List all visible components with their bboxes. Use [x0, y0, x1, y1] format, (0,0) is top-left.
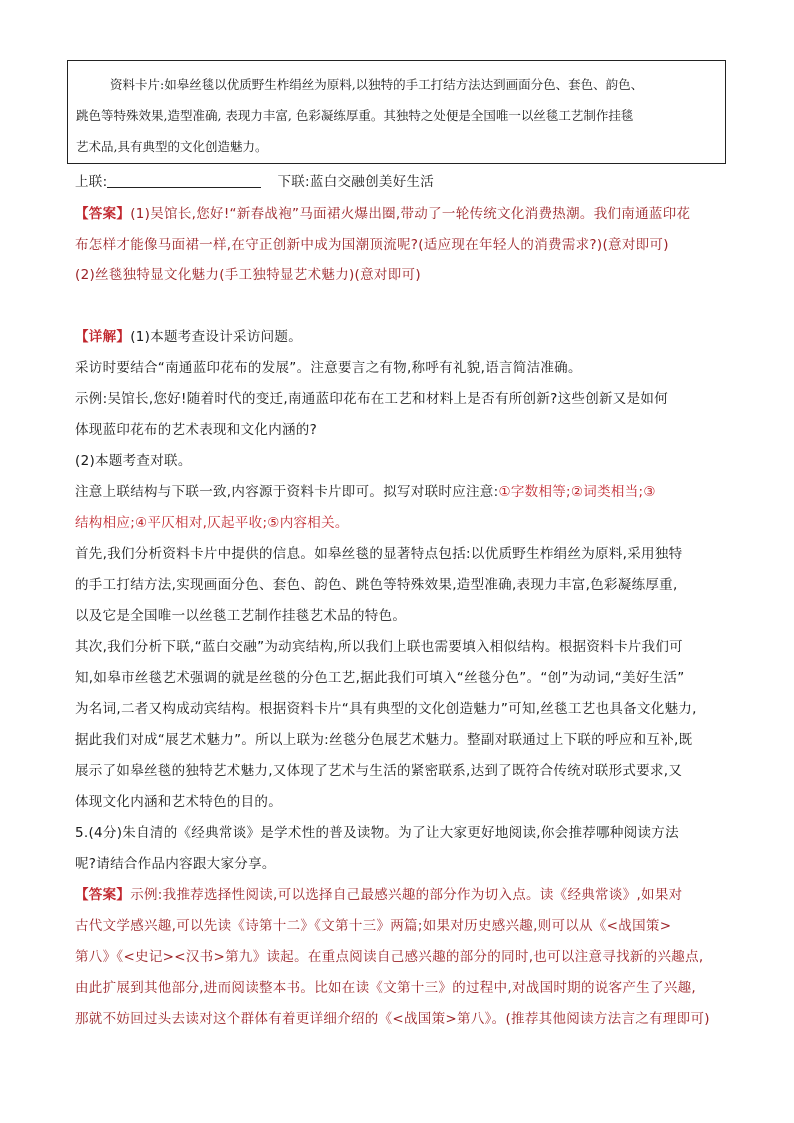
answer5-line-4: 由此扩展到其他部分,进而阅读整本书。比如在读《文第十三》的过程中,对战国时期的说客产生了兴趣,	[75, 980, 696, 996]
answer-line-2: 布怎样才能像马面裙一样,在守正创新中成为国潮顶流呢?(适应现在年轻人的消费需求?)(意对即可)	[75, 237, 669, 253]
answer5-line-5: 那就不妨回过头去读对这个群体有着更详细介绍的《<战国策>第八》。(推荐其他阅读方法言之有理即可)	[75, 1011, 710, 1027]
couplet-rules: ①字数相等;②词类相当;③	[498, 484, 656, 500]
lower-couplet-text: 蓝白交融创美好生活	[309, 174, 435, 190]
detail-line-6: 注意上联结构与下联一致,内容源于资料卡片即可。拟写对联时应注意:①字数相等;②词类相当;③	[75, 484, 656, 500]
upper-couplet-label: 上联:	[75, 174, 108, 190]
detail-line-1: 【详解】(1)本题考查设计采访问题。	[75, 329, 303, 345]
detail-line-16: 体现文化内涵和艺术特色的目的。	[75, 794, 282, 810]
detail-line-5: (2)本题考查对联。	[75, 453, 192, 469]
question-5-line-1: 5.(4分)朱自清的《经典常谈》是学术性的普及读物。为了让大家更好地阅读,你会推荐哪种阅读方法	[75, 825, 679, 841]
detail-line-12: 知,如皋市丝毯艺术强调的就是丝毯的分色工艺,据此我们可填入“丝毯分色”。“创”为动词,“美好生活”	[75, 670, 685, 686]
answer5-tag: 【答案】	[75, 887, 131, 903]
answer5-line-3: 第八》《<史记><汉书>第九》读起。在重点阅读自己感兴趣的部分的同时,也可以注意寻找新的兴趣点,	[75, 949, 704, 965]
detail-line-3: 示例:吴馆长,您好!随着时代的变迁,南通蓝印花布在工艺和材料上是否有所创新?这些创新又是如何	[75, 391, 669, 407]
question-5-line-2: 呢?请结合作品内容跟大家分享。	[75, 856, 276, 872]
detail-line-4: 体现蓝印花布的艺术表现和文化内涵的?	[75, 422, 318, 438]
card-line-1: 资料卡片:如皋丝毯以优质野生柞绢丝为原料,以独特的手工打结方法达到画面分色、套色、韵色、	[110, 77, 644, 92]
answer5-line-1: 【答案】示例:我推荐选择性阅读,可以选择自己最感兴趣的部分作为切入点。读《经典常谈》,如果对	[75, 887, 683, 903]
answer5-line-2: 古代文学感兴趣,可以先读《诗第十二》《文第十三》两篇;如果对历史感兴趣,则可以从《<战国策>	[75, 918, 672, 934]
reference-card	[67, 60, 726, 164]
detail-line-13: 为名词,二者又构成动宾结构。根据资料卡片“具有典型的文化创造魅力”可知,丝毯工艺也具备文化魅力,	[75, 701, 697, 717]
detail-line-15: 展示了如皋丝毯的独特艺术魅力,又体现了艺术与生活的紧密联系,达到了既符合传统对联形式要求,又	[75, 763, 683, 779]
detail-line-14: 据此我们对成“展艺术魅力”。所以上联为:丝毯分色展艺术魅力。整副对联通过上下联的呼应和互补,既	[75, 732, 693, 748]
detail-line-10: 以及它是全国唯一以丝毯工艺制作挂毯艺术品的特色。	[75, 608, 407, 624]
detail-line-7: 结构相应;④平仄相对,仄起平收;⑤内容相关。	[75, 515, 349, 531]
upper-couplet-blank	[107, 173, 261, 188]
card-line-3: 艺术品,具有典型的文化创造魅力。	[76, 139, 268, 154]
detail-line-11: 其次,我们分析下联,“蓝白交融”为动宾结构,所以我们上联也需要填入相似结构。根据资料卡片我们可	[75, 639, 683, 655]
answer-line-1: 【答案】(1)吴馆长,您好!“新春战袍”马面裙火爆出圈,带动了一轮传统文化消费热潮。我们南通蓝印花	[75, 206, 691, 222]
answer-tag: 【答案】	[75, 206, 131, 222]
detail-line-8: 首先,我们分析资料卡片中提供的信息。如皋丝毯的显著特点包括:以优质野生柞绢丝为原料,采用独特	[75, 546, 683, 562]
card-line-2: 跳色等特殊效果,造型准确, 表现力丰富, 色彩凝练厚重。其独特之处便是全国唯一以丝毯工艺制作挂毯	[76, 108, 634, 123]
couplet-line	[75, 172, 434, 192]
detail-tag: 【详解】	[75, 329, 131, 345]
lower-couplet-label: 下联:	[277, 174, 310, 190]
answer-line-3: (2)丝毯独特显文化魅力(手工独特显艺术魅力)(意对即可)	[75, 267, 421, 283]
detail-line-2: 采访时要结合“南通蓝印花布的发展”。注意要言之有物,称呼有礼貌,语言简洁准确。	[75, 360, 582, 376]
detail-line-9: 的手工打结方法,实现画面分色、套色、韵色、跳色等特殊效果,造型准确,表现力丰富,色彩凝练厚重,	[75, 577, 678, 593]
